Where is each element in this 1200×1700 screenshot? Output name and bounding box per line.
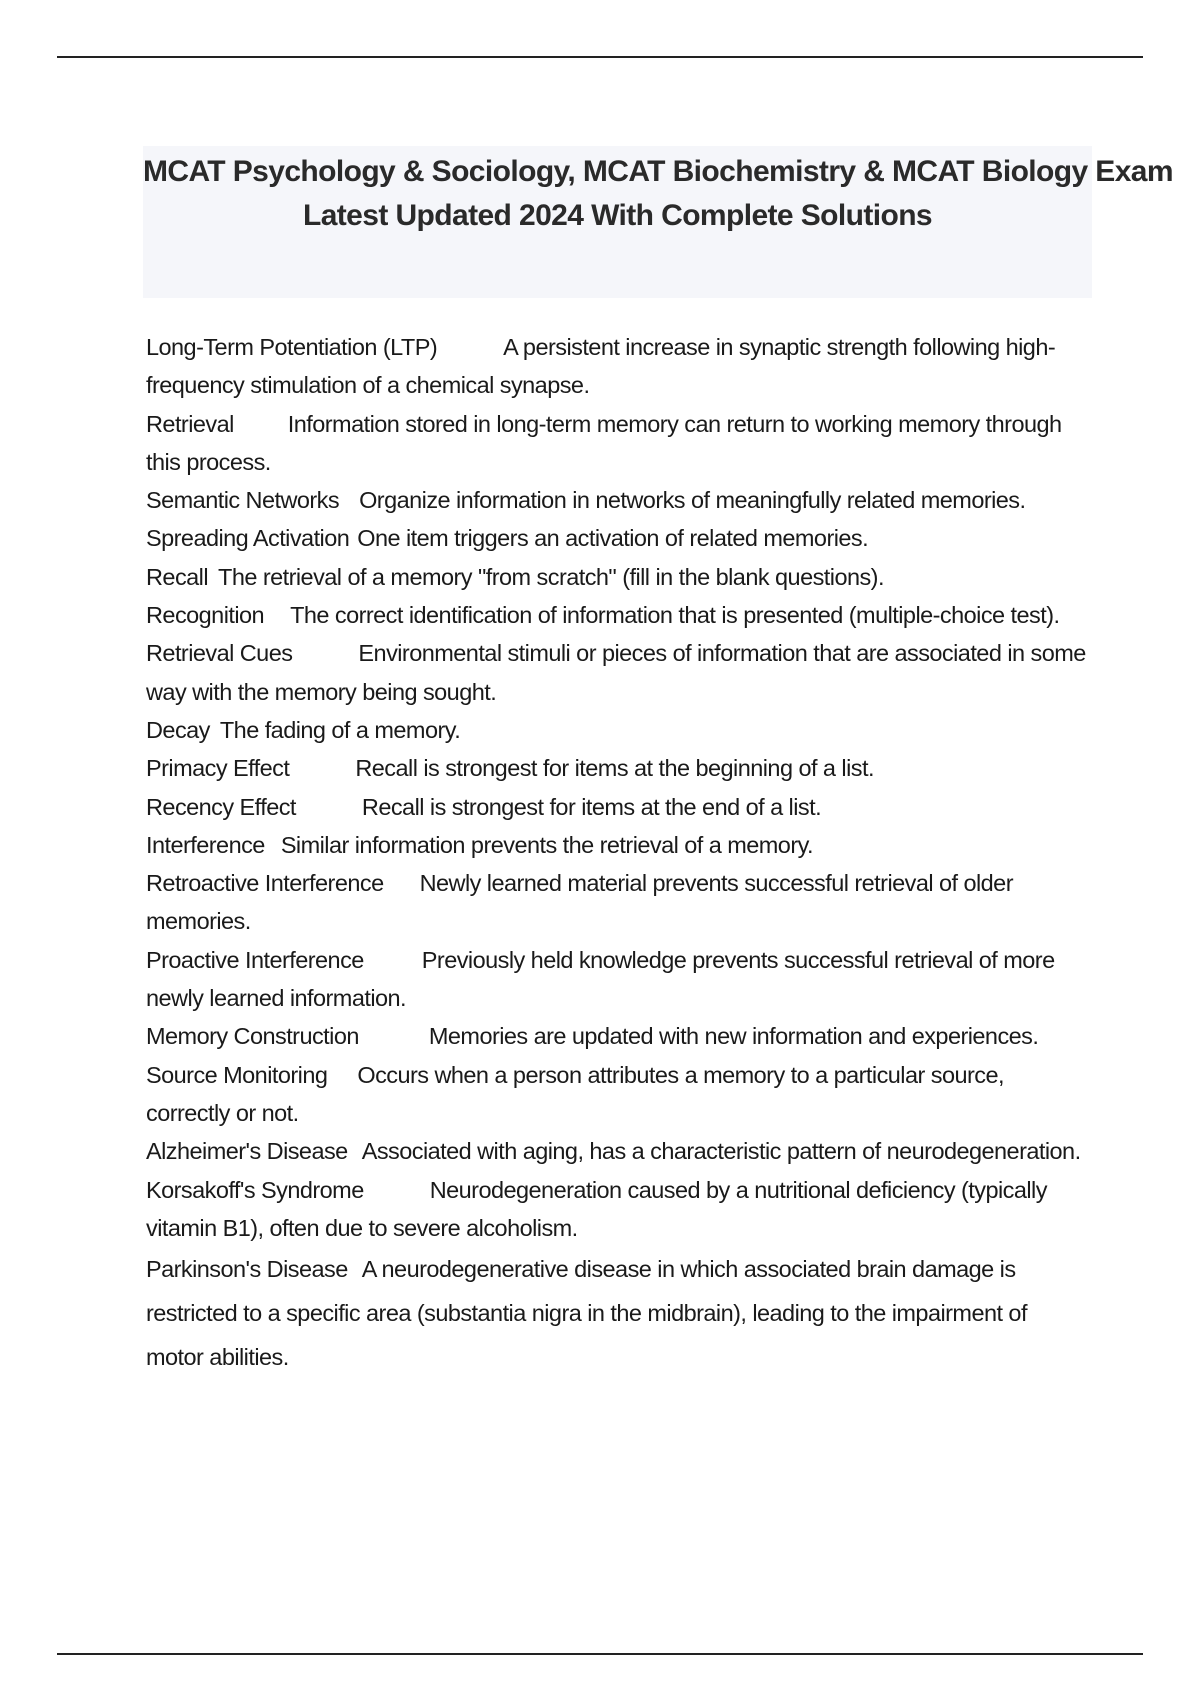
entry-definition: Previously held knowledge prevents successful retrieval of more newly learned information.: [146, 946, 1055, 1012]
entry-definition: Memories are updated with new information and experiences.: [428, 1023, 1039, 1050]
list-item: [146, 519, 1086, 557]
list-item: [146, 1056, 1086, 1133]
list-item: [146, 558, 1086, 596]
entry-term: Semantic Networks: [146, 487, 340, 514]
list-item: [146, 481, 1086, 519]
entry-definition: Similar information prevents the retrieval of a memory.: [280, 831, 814, 858]
entry-term: Recency Effect: [146, 793, 296, 820]
entry-term: Primacy Effect: [146, 755, 290, 782]
entry-definition: Organize information in networks of meaningfully related memories.: [359, 487, 1026, 514]
list-item: [146, 864, 1086, 941]
entry-definition: Information stored in long-term memory can return to working memory through this process.: [146, 410, 1062, 475]
entry-term: Source Monitoring: [146, 1061, 328, 1088]
document-title-line-1: MCAT Psychology & Sociology, MCAT Biochemistry & MCAT Biology Exam: [143, 155, 1173, 188]
list-item: [146, 826, 1086, 864]
entry-term: Parkinson's Disease: [146, 1256, 348, 1283]
list-item: [146, 941, 1086, 1018]
list-item: [146, 1132, 1086, 1170]
entry-term: Alzheimer's Disease: [146, 1138, 348, 1165]
entry-term: Proactive Interference: [146, 946, 364, 973]
entry-definition: Environmental stimuli or pieces of information that are associated in some way with the memory being sought.: [146, 640, 1086, 705]
list-item: [146, 328, 1086, 405]
document-title-line-2: Latest Updated 2024 With Complete Solutions: [302, 199, 932, 232]
entry-term: Long-Term Potentiation (LTP): [146, 334, 438, 360]
list-item: [146, 634, 1086, 711]
entry-term: Decay: [146, 716, 210, 743]
entry-definition: A persistent increase in synaptic strength following high-frequency stimulation of a chemical synapse.: [146, 334, 1056, 399]
list-item: [146, 749, 1086, 787]
list-item: [146, 1017, 1086, 1055]
entry-definition: The fading of a memory.: [219, 716, 461, 743]
list-item: [146, 1171, 1086, 1248]
entry-term: Interference: [146, 831, 265, 858]
entry-term: Korsakoff's Syndrome: [146, 1176, 364, 1203]
entry-definition: A neurodegenerative disease in which associated brain damage is restricted to a specific area (substantia nigra in the midbrain), leading to the impairment of motor abilities.: [146, 1256, 1027, 1371]
entry-term: Retroactive Interference: [146, 870, 384, 897]
header-rule: [57, 56, 1143, 58]
title-box: [143, 146, 1173, 298]
flashcard-list: [146, 328, 1086, 1379]
entry-definition: One item triggers an activation of related memories.: [357, 525, 869, 552]
entry-term: Retrieval: [146, 410, 234, 437]
list-item: [146, 788, 1086, 826]
entry-definition: Associated with aging, has a characteristic pattern of neurodegeneration.: [361, 1138, 1081, 1165]
list-item: [146, 596, 1086, 634]
entry-term: Retrieval Cues: [146, 640, 293, 667]
entry-definition: Recall is strongest for items at the end of a list.: [361, 793, 822, 820]
list-item: [146, 1247, 1086, 1379]
list-item: [146, 405, 1086, 482]
entry-definition: Recall is strongest for items at the beginning of a list.: [355, 755, 874, 782]
list-item: [146, 711, 1086, 749]
entry-definition: The correct identification of information that is presented (multiple-choice test).: [290, 602, 1060, 629]
entry-definition: The retrieval of a memory "from scratch" (fill in the blank questions).: [218, 563, 884, 590]
entry-term: Spreading Activation: [146, 525, 350, 552]
entry-definition: Occurs when a person attributes a memory to a particular source, correctly or not.: [146, 1061, 1004, 1126]
entry-term: Recognition: [146, 602, 265, 629]
entry-definition: Neurodegeneration caused by a nutritional deficiency (typically vitamin B1), often due to severe alcoholism.: [146, 1176, 1047, 1241]
entry-term: Recall: [146, 563, 209, 590]
entry-definition: Newly learned material prevents successful retrieval of older memories.: [146, 870, 1013, 935]
footer-rule: [57, 1653, 1143, 1655]
entry-term: Memory Construction: [146, 1023, 359, 1050]
